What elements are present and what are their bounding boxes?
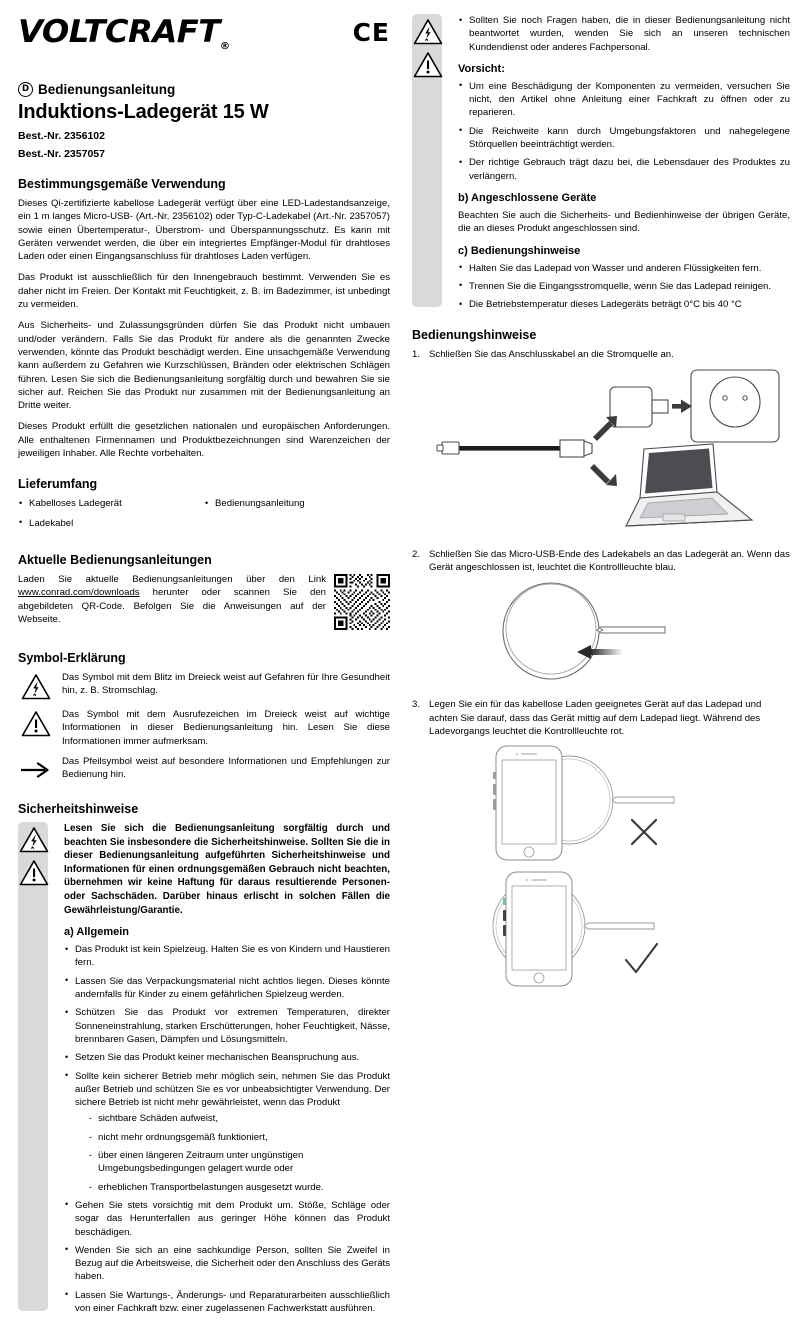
symbol-explanation-heading: Symbol-Erklärung [18,651,126,666]
list-item: • Um eine Beschädigung der Komponenten zu vermeiden, versuchen Sie nicht, den Artikel ohne Anleitung einer Fachkraft zu öffnen oder zu reparieren. [458,80,790,120]
safety-general-list-continued [458,14,790,54]
list-item: • Schützen Sie das Produkt vor extremen Temperaturen, direkter Sonneneinstrahlung, starken Erschütterungen, hoher Feuchtigkeit, Nässe, brennbaren Gasen, Dämpfen und Lösungsmitteln. [64,1006,390,1046]
safety-heading: Sicherheitshinweise [18,802,139,817]
current-manuals-text [18,573,326,626]
registered-mark: ® [219,41,230,53]
qr-code-icon [334,574,390,630]
safety-sublist [75,1112,390,1193]
manuals-text-after: herunter oder scannen Sie den abgebildeten QR-Code. Befolgen Sie die Anweisungen auf der Webseite. [18,587,326,625]
list-item-text: Sollte kein sicherer Betrieb mehr möglich sein, nehmen Sie das Produkt außer Betrieb und schützen Sie es vor unbeabsichtigter Verwendung. Der sichere Betrieb ist nicht mehr gewährleistet, wenn das Produkt [75,1070,390,1109]
list-item: • Gehen Sie stets vorsichtig mit dem Produkt um. Stöße, Schläge oder sogar das Herunterfallen aus geringer Höhe können das Produkt beschädigen. [64,1199,390,1239]
list-item: • Kabelloses Ladegerät [18,497,204,510]
page-title: Induktions-Ladegerät 15 W [18,101,269,123]
step-1 [412,348,790,361]
doc-type-label: Bedienungsanleitung [38,82,176,97]
list-item: - über einen längeren Zeitraum unter ungünstigen Umgebungsbedingungen gelagert wurde oder [89,1149,390,1176]
operating-steps-2 [412,548,790,575]
list-item: • Bedienungsanleitung [204,497,390,510]
current-manuals-block [18,573,390,634]
exclamation-triangle-icon [18,708,54,738]
lightning-triangle-icon [19,826,49,853]
list-item: • Die Betriebstemperatur dieses Ladegeräts beträgt 0°C bis 40 °C [458,298,790,311]
symbol-text-lightning: Das Symbol mit dem Blitz im Dreieck weist auf Gefahren für Ihre Gesundheit hin, z. B. Stromschlag. [62,672,390,697]
list-item: - nicht mehr ordnungsgemäß funktioniert, [89,1131,390,1144]
arrow-right-icon [18,755,54,785]
safety-warning-icons-continued [411,18,445,84]
exclamation-triangle-icon [19,859,49,886]
step-2 [412,548,790,575]
list-item: • Das Produkt ist kein Spielzeug. Halten Sie es von Kindern und Haustieren fern. [64,943,390,970]
list-item: • Trennen Sie die Eingangsstromquelle, wenn Sie das Ladepad reinigen. [458,280,790,293]
list-item: - erheblichen Transportbelastungen ausgesetzt wurde. [89,1181,390,1194]
list-item: • Halten Sie das Ladepad von Wasser und anderen Flüssigkeiten fern. [458,262,790,275]
step-3-number: 3. [412,699,421,711]
caution-list [458,80,790,183]
symbol-row-exclamation [18,708,390,748]
safety-subsection-a-heading: a) Allgemein [64,926,129,939]
cross-icon [632,820,656,844]
step-1-text: Schließen Sie das Anschlusskabel an die Stromquelle an. [429,349,674,361]
step-2-text: Schließen Sie das Micro-USB-Ende des Ladekabels an das Ladegerät an. Wenn das Gerät angeschlossen ist, leuchtet die Kontrollleuchte blau. [429,548,790,574]
symbol-row-arrow [18,755,390,785]
step-1-number: 1. [412,349,421,361]
safety-warning-icons [17,826,51,892]
phone-centered-correct-diagram [436,868,766,990]
safety-subsection-c-heading: c) Bedienungshinweise [458,244,581,257]
phone-offcenter-incorrect-diagram [436,744,766,862]
symbol-row-lightning [18,671,390,701]
safety-block-continued [412,14,790,311]
conrad-downloads-link[interactable]: www.conrad.com/downloads [18,587,140,599]
check-icon [626,944,657,972]
charging-pad-cable-diagram [451,580,751,686]
safety-block [18,822,390,1315]
intended-use-paragraph-2: Das Produkt ist ausschließlich für den Innengebrauch bestimmt. Verwenden Sie es daher nicht im Freien. Der Kontakt mit Feuchtigkeit, z. B. im Badezimmer, ist unbedingt zu vermeiden. [18,272,390,311]
order-number-2: Best.-Nr. 2357057 [18,148,105,160]
list-item-with-sublist [64,1070,390,1194]
operating-notes-list [458,262,790,312]
intended-use-paragraph-3: Aus Sicherheits- und Zulassungsgründen dürfen Sie das Produkt nicht umbauen und/oder verändern. Falls Sie das Produkt für andere als die genannten Zwecke verwenden, könnte das Produkt beschädigt werden. Eine unsachgemäße Verwendung kann außerdem zu Gefahren wie Kurzschlüssen, Bränden oder elektrischen Schlägen führen. Lesen Sie sich die Bedienungsanleitung sorgfältig durch und bewahren Sie sie sicher auf. Reichen Sie das Produkt nur zusammen mit der Bedienungsanleitung an Dritte weiter. [18,320,390,412]
doc-type-row [18,82,390,97]
scope-of-delivery-heading: Lieferumfang [18,477,98,492]
symbol-text-arrow: Das Pfeilsymbol weist auf besondere Informationen und Empfehlungen zur Bedienung hin. [62,756,390,781]
caution-label: Vorsicht: [458,62,505,75]
operating-instructions-heading: Bedienungshinweise [412,328,537,343]
intended-use-paragraph-4: Dieses Produkt erfüllt die gesetzlichen nationalen und europäischen Anforderungen. Alle enthaltenen Firmennamen und Produktbezeichnungen sind Warenzeichen der jeweiligen Inhaber. Alle Rechte vorbehalten. [18,421,390,460]
operating-steps-3 [412,698,790,738]
safety-subsection-b-text: Beachten Sie auch die Sicherheits- und Bedienhinweise der übrigen Geräte, die an dieses Produkt angeschlossen sind. [458,209,790,235]
list-item: • Ladekabel [18,517,204,530]
left-column [18,0,390,1320]
list-item: • Lassen Sie Wartungs-, Änderungs- und Reparaturarbeiten ausschließlich von einer Fachkraft bzw. einer zugelassenen Fachwerkstatt ausführen. [64,1289,390,1316]
lightning-triangle-icon [18,671,54,701]
list-item: • Setzen Sie das Produkt keiner mechanischen Beanspruchung aus. [64,1051,390,1064]
brand-name: VOLTCRAFT [18,14,220,50]
scope-column-1 [18,497,204,536]
list-item: • Sollten Sie noch Fragen haben, die in dieser Bedienungsanleitung nicht beantwortet wurden, wenden Sie sich an unseren technischen Kundendienst oder anderes Fachpersonal. [458,14,790,54]
voltcraft-logo [18,0,230,52]
safety-general-list [64,943,390,1315]
scope-column-2 [204,497,390,536]
symbol-text-exclamation: Das Symbol mit dem Ausrufezeichen im Dreieck weist auf wichtige Informationen in dieser Bedienungsanleitung hin. Lesen Sie diese Informationen immer aufmerksam. [62,709,390,747]
brand-row [18,0,390,52]
list-item: • Die Reichweite kann durch Umgebungsfaktoren und nahegelegene Störquellen beeinträchtigt werden. [458,125,790,152]
current-manuals-heading: Aktuelle Bedienungsanleitungen [18,552,212,567]
right-column [412,0,790,1002]
intended-use-heading: Bestimmungsgemäße Verwendung [18,177,226,191]
safety-subsection-b-heading: b) Angeschlossene Geräte [458,191,597,204]
step-3 [412,698,790,738]
safety-gray-bar [18,822,48,1311]
list-item: • Lassen Sie das Verpackungsmaterial nicht achtlos liegen. Dieses könnte andernfalls für Kinder zu einem gefährlichen Spielzeug werden. [64,975,390,1002]
intended-use-paragraph-1: Dieses Qi-zertifizierte kabellose Ladegerät verfügt über eine LED-Ladestandsanzeige, ein 1 m langes Micro-USB- (Art.-Nr. 2356102) oder Typ-C-Ladekabel (Art.-Nr. 2357057) sowie einen Übertemperatur-, Überstrom- und Überspannungsschutz. Es kann mit Geräten verwendet werden, die über ein integriertes Empfänger-Modul für drahtloses Laden oder einen Eingangsanschluss für drahtloses Laden verfügen. [18,198,390,263]
list-item: • Wenden Sie sich an eine sachkundige Person, sollten Sie Zweifel in Bezug auf die Arbeitsweise, die Sicherheit oder den Anschluss des Geräts haben. [64,1244,390,1284]
manuals-text-before: Laden Sie aktuelle Bedienungsanleitungen über den Link [18,573,326,585]
order-number-1: Best.-Nr. 2356102 [18,130,105,142]
step-2-number: 2. [412,548,421,560]
lightning-triangle-icon [413,18,443,45]
operating-steps [412,348,790,361]
ce-mark-icon: CE [352,18,390,47]
safety-lead-text: Lesen Sie sich die Bedienungsanleitung sorgfältig durch und beachten Sie insbesondere die Sicherheitshinweise. Sollten Sie die in dieser Bedienungsanleitung aufgeführten Sicherheitshinweise und Informationen für einen ordnungsgemäßen Gebrauch nicht beachten, übernehmen wir keine Haftung für daraus resultierende Personen- oder Sachschäden. Darüber hinaus erlischt in solchen Fällen die Gewährleistung/Garantie. [64,823,390,916]
power-adapter-socket-laptop-diagram [416,368,786,536]
list-item: • Der richtige Gebrauch trägt dazu bei, die Lebensdauer des Produktes zu verlängern. [458,156,790,183]
scope-of-delivery-list [18,497,390,536]
german-language-icon: D [18,82,33,97]
exclamation-triangle-icon [413,51,443,78]
list-item: - sichtbare Schäden aufweist, [89,1112,390,1125]
step-3-text: Legen Sie ein für das kabellose Laden geeignetes Gerät auf das Ladepad und achten Sie darauf, dass das Gerät mittig auf dem Ladepad liegt. Während des Ladevorgangs leuchtet die Kontrollleuchte rot. [429,699,762,737]
